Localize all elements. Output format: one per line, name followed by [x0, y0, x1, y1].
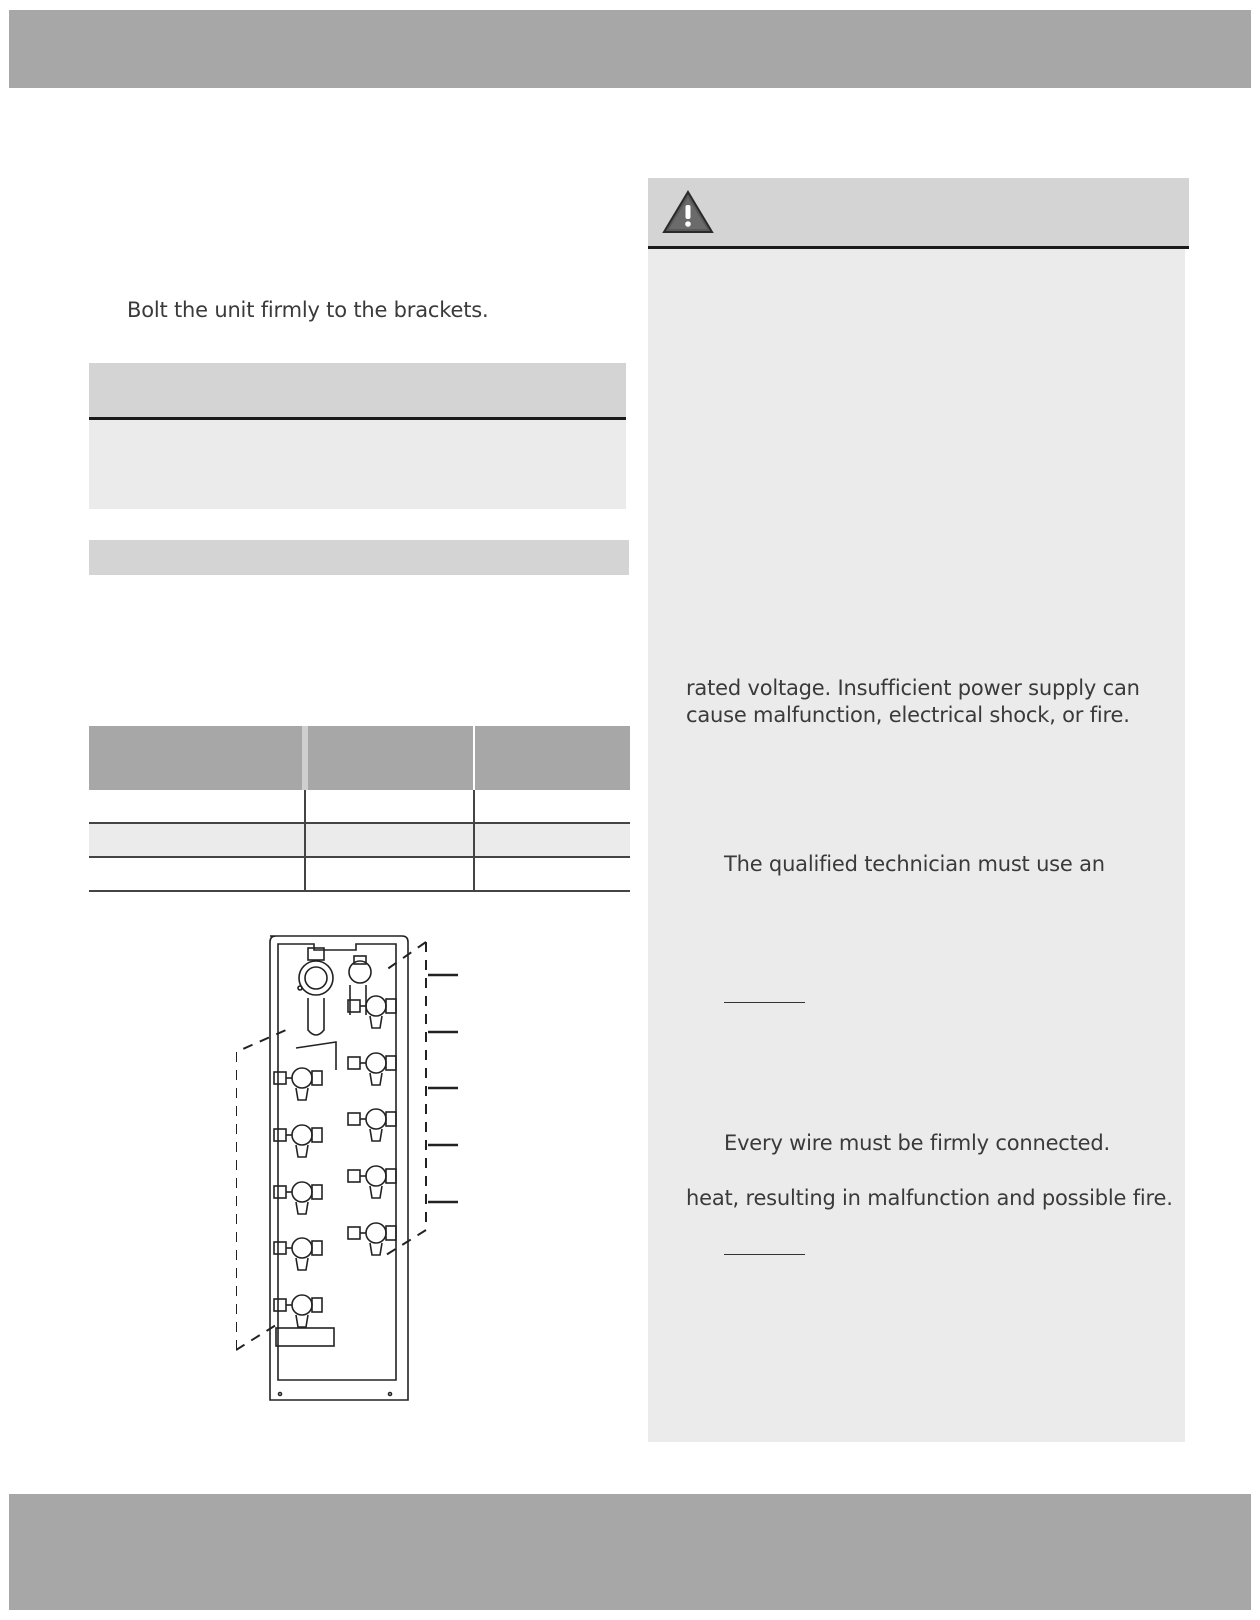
table-row	[89, 790, 630, 823]
table-header-cell	[89, 726, 305, 790]
bolt-instruction: Bolt the unit firmly to the brackets.	[127, 298, 489, 322]
spec-table	[89, 726, 630, 892]
top-banner	[9, 10, 1251, 88]
refrigerant-manifold-diagram	[236, 930, 486, 1410]
table-cell	[474, 857, 630, 891]
warning-header	[648, 178, 1189, 249]
warning-text-line: cause malfunction, electrical shock, or fire.	[686, 703, 1130, 727]
underline-rule	[724, 1002, 805, 1003]
warning-text-line: The qualified technician must use an	[724, 852, 1105, 876]
table-cell	[305, 790, 474, 823]
warning-text-line: heat, resulting in malfunction and possible fire.	[686, 1186, 1173, 1210]
table-cell	[474, 823, 630, 857]
table-header-cell	[474, 726, 630, 790]
table-header-cell	[305, 726, 474, 790]
warning-triangle-icon	[662, 190, 714, 234]
underline-rule	[724, 1254, 805, 1255]
table-cell	[89, 790, 305, 823]
table-cell	[305, 857, 474, 891]
table-cell	[89, 857, 305, 891]
table-cell	[89, 823, 305, 857]
section-header-bar	[89, 540, 629, 575]
warning-text-line: Every wire must be firmly connected.	[724, 1131, 1110, 1155]
table-row	[89, 857, 630, 891]
table-cell	[305, 823, 474, 857]
bottom-banner	[9, 1494, 1251, 1610]
table-row	[89, 823, 630, 857]
note-header	[89, 363, 626, 420]
table-header-row	[89, 726, 630, 790]
warning-panel	[648, 178, 1185, 1442]
warning-text-line: rated voltage. Insufficient power supply can	[686, 676, 1140, 700]
note-box	[89, 363, 626, 509]
table-cell	[474, 790, 630, 823]
